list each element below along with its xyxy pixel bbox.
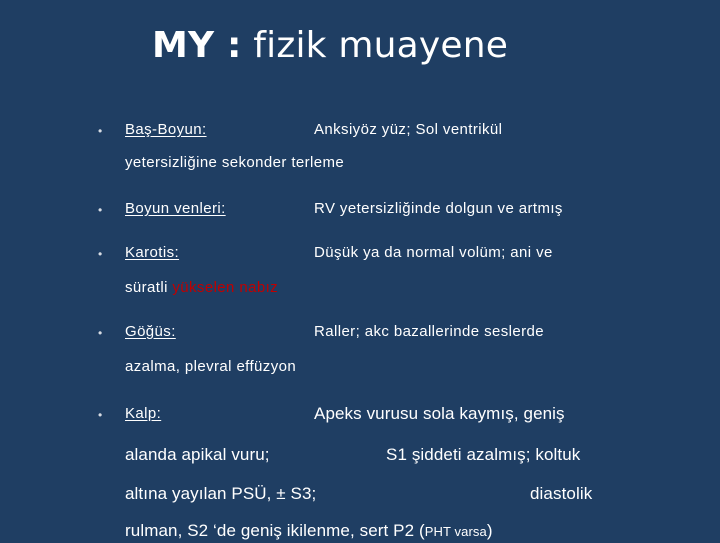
desc-gogus-continued: azalma, plevral effüzyon — [125, 358, 297, 375]
desc-gogus: Raller; akc bazallerinde seslerde — [314, 323, 544, 340]
term-bas-boyun: Baş-Boyun: — [125, 121, 207, 138]
desc-kalp-line2-right: S1 şiddeti azalmış; koltuk — [386, 445, 581, 464]
desc-karotis-highlight: yükselen nabız — [172, 279, 279, 296]
desc-kalp-line4-main: rulman, S2 ‘de geniş ikilenme, sert P2 ( — [125, 521, 425, 540]
bullet-icon: • — [98, 247, 103, 261]
desc-bas-boyun: Anksiyöz yüz; Sol ventrikül — [314, 121, 503, 138]
desc-karotis-continued — [125, 279, 278, 297]
desc-karotis: Düşük ya da normal volüm; ani ve — [314, 244, 553, 261]
bullet-icon: • — [98, 326, 103, 340]
desc-kalp-line4-end: ) — [486, 521, 493, 540]
page-title — [152, 20, 508, 72]
desc-kalp: Apeks vurusu sola kaymış, geniş — [314, 404, 565, 423]
bullet-icon: • — [98, 408, 103, 422]
term-karotis: Karotis: — [125, 244, 180, 261]
desc-karotis-plain: süratli — [125, 279, 173, 296]
desc-kalp-line3-left: altına yayılan PSÜ, ± S3; — [125, 484, 317, 503]
desc-boyun-venleri: RV yetersizliğinde dolgun ve artmış — [314, 200, 563, 217]
bullet-icon: • — [98, 124, 103, 138]
desc-kalp-line3-right: diastolik — [530, 484, 593, 503]
desc-bas-boyun-continued: yetersizliğine sekonder terleme — [125, 154, 345, 171]
term-boyun-venleri: Boyun venleri: — [125, 200, 226, 217]
desc-kalp-line2-left: alanda apikal vuru; — [125, 445, 270, 464]
title-light: fizik muayene — [253, 25, 509, 66]
term-gogus: Göğüs: — [125, 323, 176, 340]
desc-kalp-line4-small: PHT varsa — [424, 524, 487, 539]
bullet-icon: • — [98, 203, 103, 217]
title-bold: MY : — [152, 25, 242, 66]
term-kalp: Kalp: — [125, 405, 162, 422]
